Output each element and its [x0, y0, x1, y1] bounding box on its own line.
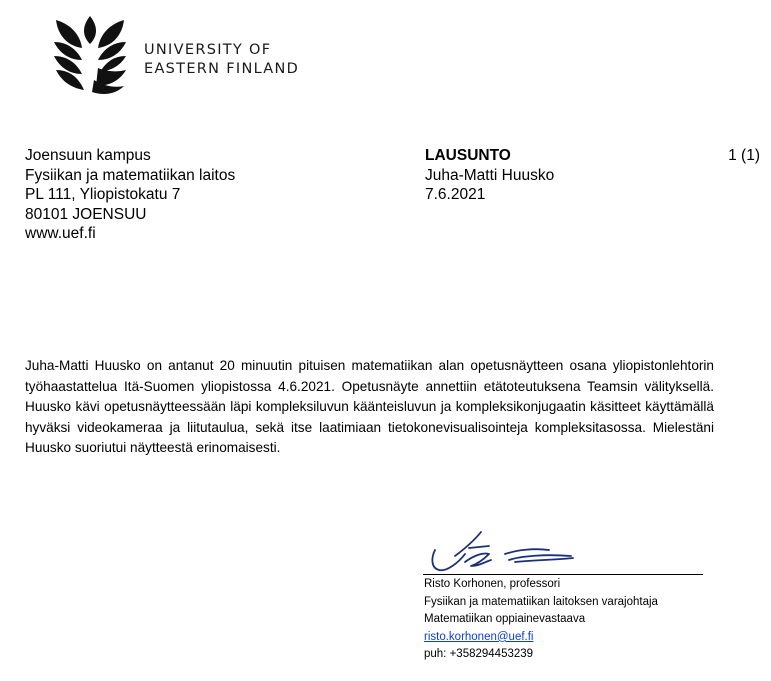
sender-address: [25, 146, 235, 244]
signer-name-title: Risto Korhonen, professori: [424, 578, 561, 590]
signer-info: [424, 576, 658, 664]
handwritten-signature: [425, 526, 585, 576]
document-subject-name: Juha-Matti Huusko: [425, 166, 555, 184]
uef-leaf-logo-icon: [52, 14, 128, 96]
university-name-line1: UNIVERSITY OF: [144, 42, 272, 58]
address-campus: Joensuun kampus: [25, 147, 151, 164]
document-date: 7.6.2021: [425, 186, 486, 203]
statement-body: Juha-Matti Huusko on antanut 20 minuutin pituisen matematiikan alan opetusnäytteen osana yliopistonlehtorin työhaastattelua Itä-Suomen yliopistossa 4.6.2021. Opetusnäyte annettiin etätoteutuksena Teamsin välityksellä. Huusko kävi opetusnäytteessään läpi kompleksiluvun käänteisluvun ja kompleksikonjugaatin käsitteet käyttämällä hyväksi videokameraa ja liitutaulua, sekä itse laatimiaan tietokonevisualisointeja kompleksitasossa. Mielestäni Huusko suoriutui näytteestä erinomaisesti.: [25, 358, 714, 456]
address-website: www.uef.fi: [25, 225, 96, 242]
university-name: [144, 41, 299, 79]
document-header: [425, 146, 554, 205]
signer-role-1: Fysiikan ja matematiikan laitoksen varajohtaja: [424, 595, 658, 608]
address-street: PL 111, Yliopistokatu 7: [25, 186, 181, 203]
signer-email-link[interactable]: risto.korhonen@uef.fi: [424, 630, 534, 643]
address-department: Fysiikan ja matematiikan laitos: [25, 166, 236, 184]
signer-role-2: Matematiikan oppiainevastaava: [424, 613, 586, 626]
document-type: LAUSUNTO: [425, 147, 511, 164]
university-name-line2: EASTERN FINLAND: [144, 61, 300, 77]
address-postal: 80101 JOENSUU: [25, 205, 147, 223]
signature-line: [423, 574, 703, 575]
page-number: 1 (1): [728, 147, 760, 164]
signer-phone: puh: +358294453239: [424, 648, 534, 661]
